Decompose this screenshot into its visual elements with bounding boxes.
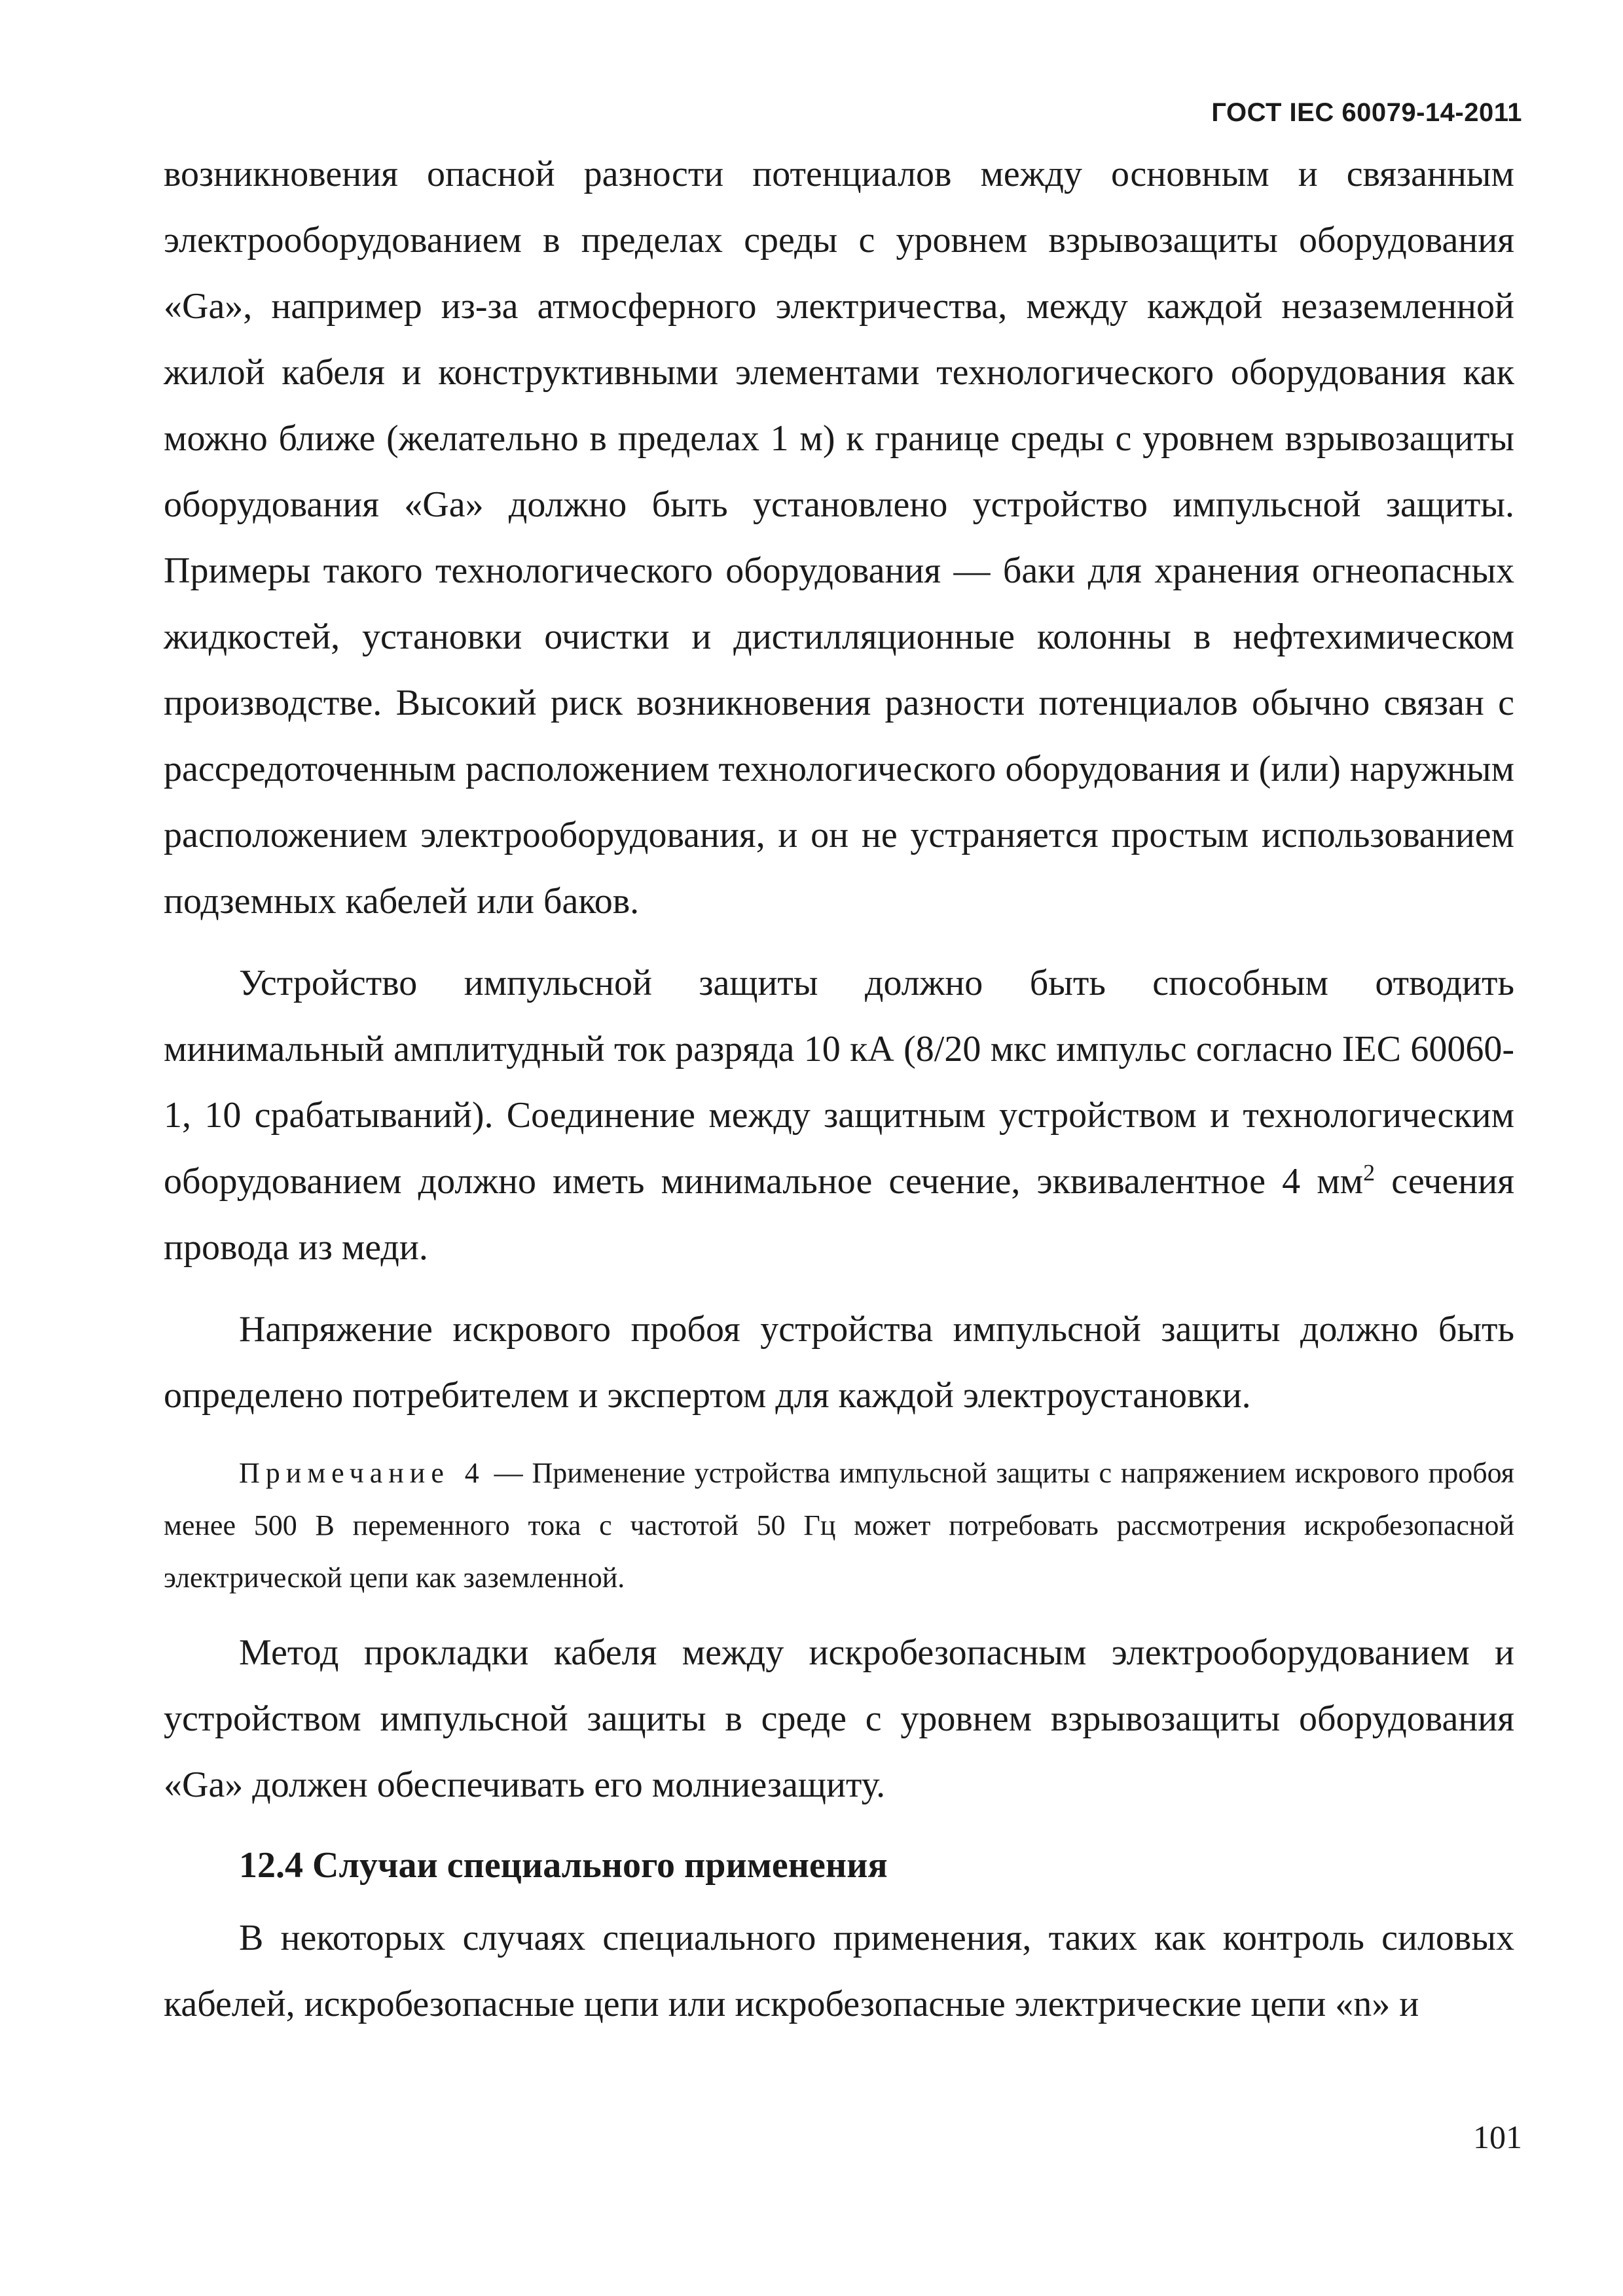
section-heading: 12.4 Случаи специального применения: [239, 1845, 888, 1886]
document-code-header: ГОСТ IEC 60079-14-2011: [1211, 98, 1522, 127]
page-body: [164, 141, 1514, 2037]
paragraph-text: Устройство импульсной защиты должно быть способным отводить минимальный амплитудный ток разряда 10 кА (8/20 мкс импульс согласно IEC 60060-1, 10 срабатываний). Соединение между защитным устройством и технологическим оборудованием должно иметь минимальное сечение, эквивалентное 4 мм: [164, 963, 1514, 1202]
paragraph-cable-laying-method: Метод прокладки кабеля между искробезопасным электрооборудованием и устройством импульсной защиты в среде с уровнем взрывозащиты оборудования «Ga» должен обеспечивать его молниезащиту.: [164, 1632, 1514, 1805]
paragraph-text-tail: сечения провода из меди.: [164, 1161, 1514, 1268]
note-text: — Применение устройства импульсной защиты с напряжением искрового пробоя менее 500 В переменного тока с частотой 50 Гц может потребовать рассмотрения искробезопасной электрической цепи как заземленной.: [164, 1457, 1514, 1594]
paragraph-special-applications: В некоторых случаях специального применения, таких как контроль силовых кабелей, искробезопасные цепи или искробезопасные электрические цепи «n» и: [164, 1918, 1514, 2024]
superscript-exponent: 2: [1363, 1159, 1376, 1186]
page-number: 101: [1473, 2119, 1522, 2155]
note-4: [164, 1447, 1514, 1604]
note-label: Примечание 4: [239, 1457, 485, 1489]
paragraph-surge-device-requirements: [164, 950, 1514, 1281]
paragraph-continuation: возникновения опасной разности потенциалов между основным и связанным электрооборудованием в пределах среды с уровнем взрывозащиты оборудования «Ga», например из-за атмосферного электричества, между каждой незаземленной жилой кабеля и конструктивными элементами технологического оборудования как можно ближе (желательно в пределах 1 м) к границе среды с уровнем взрывозащиты оборудования «Ga» должно быть установлено устройство импульсной защиты. Примеры такого технологического оборудования — баки для хранения огнеопасных жидкостей, установки очистки и дистилляционные колонны в нефтехимическом производстве. Высокий риск возникновения разности потенциалов обычно связан с рассредоточенным расположением технологического оборудования и (или) наружным расположением электрооборудования, и он не устраняется простым использованием подземных кабелей или баков.: [164, 154, 1514, 922]
paragraph-breakdown-voltage: Напряжение искрового пробоя устройства импульсной защиты должно быть определено потребителем и экспертом для каждой электроустановки.: [164, 1309, 1514, 1416]
